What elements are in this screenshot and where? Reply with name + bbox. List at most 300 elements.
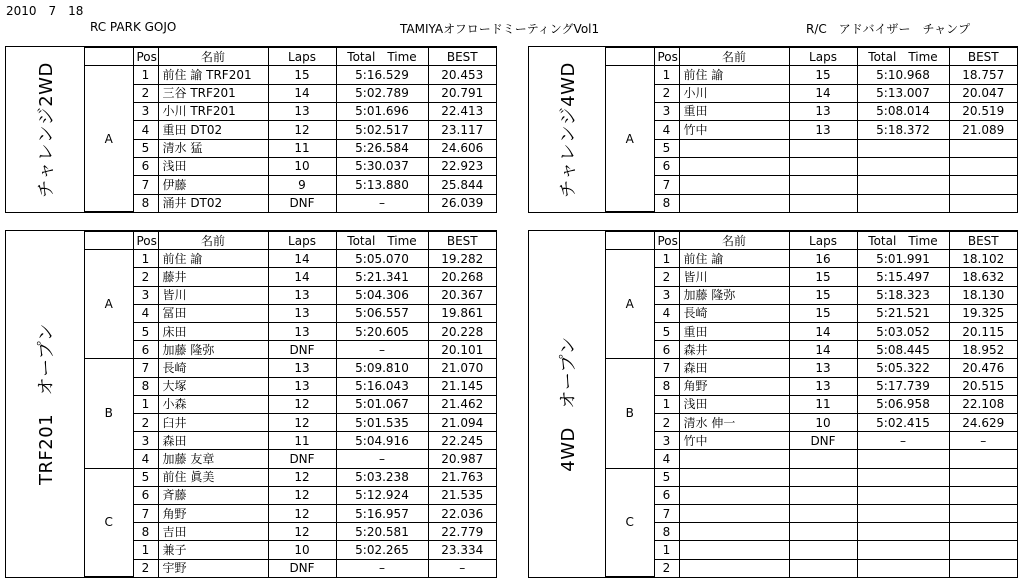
- group-label: A: [85, 66, 133, 212]
- table-row: [606, 66, 1017, 84]
- driver-name-cell: 小森: [158, 395, 268, 413]
- driver-name-cell: 加藤 友章: [158, 450, 268, 468]
- total-time-cell: –: [336, 194, 428, 212]
- pos-cell: 2: [133, 559, 158, 577]
- total-time-cell: 5:02.265: [336, 541, 428, 559]
- best-lap-cell: 18.632: [949, 268, 1017, 286]
- results-table-challenge-2wd: [5, 46, 497, 213]
- total-time-cell: 5:13.880: [336, 176, 428, 194]
- pos-cell: 7: [654, 176, 679, 194]
- group-label: A: [85, 250, 133, 359]
- total-time-cell: 5:08.445: [857, 341, 949, 359]
- pos-cell: 5: [654, 323, 679, 341]
- driver-name-cell: 重田 DT02: [158, 121, 268, 139]
- pos-cell: 7: [133, 359, 158, 377]
- table-row: [85, 541, 496, 559]
- results-grid: [85, 231, 496, 577]
- pos-cell: 6: [654, 341, 679, 359]
- driver-name-cell: [679, 157, 789, 175]
- best-lap-cell: 21.145: [428, 377, 496, 395]
- pos-cell: 6: [654, 157, 679, 175]
- results-grid: [85, 47, 496, 212]
- table-title-cell: [6, 231, 85, 577]
- total-time-cell: [857, 139, 949, 157]
- best-lap-cell: 22.245: [428, 432, 496, 450]
- group-label: C: [85, 468, 133, 577]
- best-lap-cell: 18.102: [949, 250, 1017, 268]
- pos-cell: 2: [654, 559, 679, 577]
- best-lap-cell: 20.476: [949, 359, 1017, 377]
- pos-cell: 3: [133, 286, 158, 304]
- driver-name-cell: 斉藤: [158, 486, 268, 504]
- driver-name-cell: 森田: [158, 432, 268, 450]
- table-row: [606, 450, 1017, 468]
- laps-cell: 11: [789, 395, 857, 413]
- laps-cell: DNF: [268, 194, 336, 212]
- table-row: [606, 377, 1017, 395]
- total-time-cell: 5:10.968: [857, 66, 949, 84]
- table-title: TRF201 オープン: [36, 322, 57, 486]
- group-header-cell: [606, 232, 654, 250]
- total-time-cell: [857, 194, 949, 212]
- table-row: [606, 304, 1017, 322]
- table-row: [85, 157, 496, 175]
- table-row: [85, 414, 496, 432]
- best-lap-cell: [949, 505, 1017, 523]
- table-row: [606, 395, 1017, 413]
- best-lap-cell: 19.282: [428, 250, 496, 268]
- pos-cell: 5: [133, 468, 158, 486]
- driver-name-cell: 角野: [158, 505, 268, 523]
- best-lap-cell: [949, 194, 1017, 212]
- total-time-cell: 5:26.584: [336, 139, 428, 157]
- laps-cell: 12: [268, 395, 336, 413]
- laps-cell: [789, 157, 857, 175]
- table-row: [85, 359, 496, 377]
- table-row: [606, 414, 1017, 432]
- driver-name-cell: 長崎: [158, 359, 268, 377]
- laps-cell: 11: [268, 139, 336, 157]
- best-header: BEST: [428, 48, 496, 66]
- total-time-header: Total Time: [336, 232, 428, 250]
- driver-name-cell: 浅田: [679, 395, 789, 413]
- laps-cell: [789, 194, 857, 212]
- total-time-cell: 5:20.581: [336, 523, 428, 541]
- best-lap-cell: 18.757: [949, 66, 1017, 84]
- table-row: [606, 157, 1017, 175]
- pos-cell: 7: [654, 505, 679, 523]
- best-lap-cell: 24.606: [428, 139, 496, 157]
- pos-cell: 1: [654, 66, 679, 84]
- driver-name-cell: 竹中: [679, 432, 789, 450]
- laps-cell: [789, 486, 857, 504]
- table-row: [606, 505, 1017, 523]
- driver-name-cell: [679, 486, 789, 504]
- total-time-cell: 5:13.007: [857, 84, 949, 102]
- total-time-cell: [857, 505, 949, 523]
- laps-header: Laps: [268, 48, 336, 66]
- group-header-cell: [85, 232, 133, 250]
- table-row: [85, 121, 496, 139]
- pos-cell: 2: [654, 414, 679, 432]
- total-time-cell: [857, 559, 949, 577]
- pos-header: Pos: [133, 232, 158, 250]
- laps-header: Laps: [268, 232, 336, 250]
- laps-cell: [789, 541, 857, 559]
- laps-cell: [789, 523, 857, 541]
- driver-name-cell: 藤井: [158, 268, 268, 286]
- pos-cell: 6: [133, 486, 158, 504]
- table-row: [85, 304, 496, 322]
- table-row: [85, 323, 496, 341]
- laps-cell: DNF: [789, 432, 857, 450]
- laps-cell: 14: [268, 84, 336, 102]
- driver-name-cell: 清水 伸一: [679, 414, 789, 432]
- laps-cell: 13: [268, 323, 336, 341]
- pos-cell: 3: [133, 432, 158, 450]
- table-row: [85, 523, 496, 541]
- driver-name-cell: 床田: [158, 323, 268, 341]
- total-time-cell: 5:09.810: [336, 359, 428, 377]
- total-time-cell: 5:15.497: [857, 268, 949, 286]
- table-row: [606, 486, 1017, 504]
- best-lap-cell: 23.117: [428, 121, 496, 139]
- driver-name-cell: 冨田: [158, 304, 268, 322]
- total-time-cell: 5:05.322: [857, 359, 949, 377]
- total-time-header: Total Time: [857, 232, 949, 250]
- driver-name-cell: 伊藤: [158, 176, 268, 194]
- pos-cell: 7: [133, 176, 158, 194]
- table-row: [85, 559, 496, 577]
- total-time-cell: 5:06.958: [857, 395, 949, 413]
- laps-cell: 14: [789, 84, 857, 102]
- table-row: [606, 102, 1017, 120]
- best-lap-cell: 21.535: [428, 486, 496, 504]
- driver-name-cell: 加藤 隆弥: [679, 286, 789, 304]
- table-row: [606, 176, 1017, 194]
- driver-name-cell: [679, 450, 789, 468]
- laps-header: Laps: [789, 48, 857, 66]
- best-lap-cell: 21.763: [428, 468, 496, 486]
- laps-cell: 14: [789, 341, 857, 359]
- pos-cell: 1: [133, 250, 158, 268]
- total-time-cell: –: [336, 559, 428, 577]
- table-title-cell: [529, 231, 606, 577]
- table-row: [606, 250, 1017, 268]
- best-lap-cell: 22.036: [428, 505, 496, 523]
- best-header: BEST: [949, 48, 1017, 66]
- best-header: BEST: [428, 232, 496, 250]
- laps-cell: 10: [789, 414, 857, 432]
- best-lap-cell: [949, 450, 1017, 468]
- best-lap-cell: 24.629: [949, 414, 1017, 432]
- group-label: A: [606, 66, 654, 212]
- total-time-cell: 5:04.916: [336, 432, 428, 450]
- best-lap-cell: [949, 523, 1017, 541]
- total-time-cell: 5:18.372: [857, 121, 949, 139]
- driver-name-cell: [679, 468, 789, 486]
- results-grid: [606, 231, 1017, 577]
- table-title-cell: [6, 47, 85, 212]
- driver-name-cell: 大塚: [158, 377, 268, 395]
- total-time-cell: 5:01.067: [336, 395, 428, 413]
- laps-cell: [789, 468, 857, 486]
- laps-cell: [789, 450, 857, 468]
- driver-name-cell: 清水 猛: [158, 139, 268, 157]
- laps-cell: 15: [789, 268, 857, 286]
- best-lap-cell: 20.519: [949, 102, 1017, 120]
- laps-cell: 12: [268, 486, 336, 504]
- driver-name-cell: 前住 諭: [679, 66, 789, 84]
- pos-cell: 2: [133, 414, 158, 432]
- pos-cell: 8: [654, 523, 679, 541]
- table-title: チャレンジ2WD: [36, 61, 58, 198]
- total-time-cell: 5:08.014: [857, 102, 949, 120]
- best-lap-cell: 26.039: [428, 194, 496, 212]
- total-time-cell: 5:12.924: [336, 486, 428, 504]
- pos-cell: 2: [654, 268, 679, 286]
- best-lap-cell: 21.089: [949, 121, 1017, 139]
- driver-name-cell: 皆川: [158, 286, 268, 304]
- driver-name-cell: [679, 194, 789, 212]
- table-row: [85, 176, 496, 194]
- pos-cell: 5: [133, 139, 158, 157]
- group-label: A: [606, 250, 654, 359]
- total-time-cell: [857, 176, 949, 194]
- table-row: [85, 66, 496, 84]
- laps-cell: 13: [268, 102, 336, 120]
- pos-cell: 5: [654, 139, 679, 157]
- driver-name-cell: 前住 諭 TRF201: [158, 66, 268, 84]
- table-row: [606, 559, 1017, 577]
- header-event: TAMIYAオフロードミーティングVol1: [400, 22, 600, 36]
- total-time-cell: 5:04.306: [336, 286, 428, 304]
- pos-cell: 4: [133, 450, 158, 468]
- pos-cell: 5: [654, 468, 679, 486]
- laps-cell: [789, 559, 857, 577]
- header-row: [85, 48, 496, 66]
- best-lap-cell: 21.094: [428, 414, 496, 432]
- laps-cell: [789, 505, 857, 523]
- pos-header: Pos: [654, 48, 679, 66]
- laps-cell: 12: [268, 414, 336, 432]
- best-lap-cell: 21.462: [428, 395, 496, 413]
- best-lap-cell: [949, 486, 1017, 504]
- laps-cell: 16: [789, 250, 857, 268]
- table-title: 4WD オープン: [558, 336, 579, 472]
- header-row: [85, 232, 496, 250]
- pos-cell: 1: [133, 66, 158, 84]
- best-lap-cell: 18.952: [949, 341, 1017, 359]
- best-lap-cell: 21.070: [428, 359, 496, 377]
- total-time-cell: 5:16.957: [336, 505, 428, 523]
- table-row: [85, 139, 496, 157]
- table-title-cell: [529, 47, 606, 212]
- header-row: [606, 232, 1017, 250]
- laps-cell: 11: [268, 432, 336, 450]
- group-label: C: [606, 468, 654, 577]
- pos-cell: 5: [133, 323, 158, 341]
- driver-name-cell: 前住 諭: [158, 250, 268, 268]
- best-lap-cell: 20.047: [949, 84, 1017, 102]
- laps-cell: 13: [268, 359, 336, 377]
- group-header-cell: [85, 48, 133, 66]
- laps-cell: 13: [789, 359, 857, 377]
- total-time-cell: 5:06.557: [336, 304, 428, 322]
- driver-name-cell: 臼井: [158, 414, 268, 432]
- table-row: [606, 341, 1017, 359]
- driver-name-cell: 涌井 DT02: [158, 194, 268, 212]
- driver-name-cell: 森井: [679, 341, 789, 359]
- total-time-cell: [857, 541, 949, 559]
- pos-cell: 6: [654, 486, 679, 504]
- pos-cell: 8: [654, 194, 679, 212]
- best-lap-cell: 19.325: [949, 304, 1017, 322]
- total-time-cell: 5:17.739: [857, 377, 949, 395]
- total-time-cell: [857, 523, 949, 541]
- pos-cell: 4: [654, 121, 679, 139]
- best-lap-cell: [949, 541, 1017, 559]
- pos-cell: 1: [654, 395, 679, 413]
- name-header: 名前: [679, 232, 789, 250]
- pos-cell: 3: [654, 286, 679, 304]
- name-header: 名前: [158, 232, 268, 250]
- pos-cell: 1: [654, 541, 679, 559]
- best-header: BEST: [949, 232, 1017, 250]
- driver-name-cell: [679, 541, 789, 559]
- total-time-cell: 5:01.535: [336, 414, 428, 432]
- driver-name-cell: 宇野: [158, 559, 268, 577]
- driver-name-cell: 長崎: [679, 304, 789, 322]
- best-lap-cell: 20.367: [428, 286, 496, 304]
- pos-cell: 8: [654, 377, 679, 395]
- table-row: [85, 102, 496, 120]
- total-time-cell: [857, 486, 949, 504]
- best-lap-cell: 20.987: [428, 450, 496, 468]
- laps-cell: [789, 176, 857, 194]
- laps-cell: DNF: [268, 450, 336, 468]
- driver-name-cell: [679, 523, 789, 541]
- total-time-header: Total Time: [336, 48, 428, 66]
- table-row: [85, 286, 496, 304]
- total-time-cell: 5:16.043: [336, 377, 428, 395]
- pos-cell: 1: [133, 541, 158, 559]
- total-time-cell: –: [336, 341, 428, 359]
- best-lap-cell: 20.101: [428, 341, 496, 359]
- total-time-cell: 5:20.605: [336, 323, 428, 341]
- table-row: [85, 505, 496, 523]
- best-lap-cell: [949, 559, 1017, 577]
- total-time-cell: –: [336, 450, 428, 468]
- total-time-cell: 5:02.517: [336, 121, 428, 139]
- laps-cell: 13: [789, 121, 857, 139]
- laps-cell: 12: [268, 505, 336, 523]
- best-lap-cell: 22.108: [949, 395, 1017, 413]
- table-row: [606, 194, 1017, 212]
- results-table-trf201-open: [5, 230, 497, 578]
- laps-cell: 13: [268, 286, 336, 304]
- total-time-cell: 5:05.070: [336, 250, 428, 268]
- table-row: [85, 450, 496, 468]
- pos-cell: 1: [654, 250, 679, 268]
- best-lap-cell: 20.453: [428, 66, 496, 84]
- laps-cell: 10: [268, 541, 336, 559]
- pos-cell: 4: [654, 450, 679, 468]
- table-row: [85, 84, 496, 102]
- pos-cell: 1: [133, 395, 158, 413]
- best-lap-cell: 20.228: [428, 323, 496, 341]
- laps-cell: 15: [268, 66, 336, 84]
- best-lap-cell: 22.923: [428, 157, 496, 175]
- laps-cell: 12: [268, 121, 336, 139]
- table-row: [85, 432, 496, 450]
- driver-name-cell: 小川 TRF201: [158, 102, 268, 120]
- total-time-header: Total Time: [857, 48, 949, 66]
- laps-cell: DNF: [268, 341, 336, 359]
- total-time-cell: 5:21.521: [857, 304, 949, 322]
- group-header-cell: [606, 48, 654, 66]
- pos-cell: 6: [133, 341, 158, 359]
- table-row: [85, 341, 496, 359]
- table-row: [85, 377, 496, 395]
- group-label: B: [606, 359, 654, 468]
- pos-cell: 8: [133, 523, 158, 541]
- best-lap-cell: [949, 468, 1017, 486]
- laps-cell: 15: [789, 304, 857, 322]
- driver-name-cell: [679, 505, 789, 523]
- table-row: [85, 395, 496, 413]
- pos-cell: 2: [133, 84, 158, 102]
- best-lap-cell: [949, 157, 1017, 175]
- table-row: [606, 323, 1017, 341]
- best-lap-cell: 22.413: [428, 102, 496, 120]
- laps-cell: 15: [789, 286, 857, 304]
- pos-cell: 6: [133, 157, 158, 175]
- pos-cell: 2: [654, 84, 679, 102]
- best-lap-cell: 23.334: [428, 541, 496, 559]
- header-venue: RC PARK GOJO: [90, 20, 177, 34]
- table-row: [606, 286, 1017, 304]
- pos-cell: 4: [654, 304, 679, 322]
- laps-cell: 12: [268, 468, 336, 486]
- laps-cell: 12: [268, 523, 336, 541]
- table-row: [606, 468, 1017, 486]
- pos-cell: 4: [133, 121, 158, 139]
- driver-name-cell: 三谷 TRF201: [158, 84, 268, 102]
- driver-name-cell: [679, 559, 789, 577]
- laps-cell: 9: [268, 176, 336, 194]
- header-row: [606, 48, 1017, 66]
- laps-cell: 13: [268, 304, 336, 322]
- laps-cell: DNF: [268, 559, 336, 577]
- table-row: [85, 194, 496, 212]
- laps-cell: 13: [789, 102, 857, 120]
- pos-cell: 7: [133, 505, 158, 523]
- pos-header: Pos: [654, 232, 679, 250]
- total-time-cell: 5:03.238: [336, 468, 428, 486]
- table-row: [606, 523, 1017, 541]
- header-champion-label: R/C アドバイザー チャンプ: [806, 22, 971, 36]
- driver-name-cell: 角野: [679, 377, 789, 395]
- table-row: [85, 468, 496, 486]
- driver-name-cell: 森田: [679, 359, 789, 377]
- table-row: [606, 139, 1017, 157]
- laps-cell: 15: [789, 66, 857, 84]
- table-row: [85, 268, 496, 286]
- driver-name-cell: 兼子: [158, 541, 268, 559]
- laps-cell: [789, 139, 857, 157]
- table-row: [606, 541, 1017, 559]
